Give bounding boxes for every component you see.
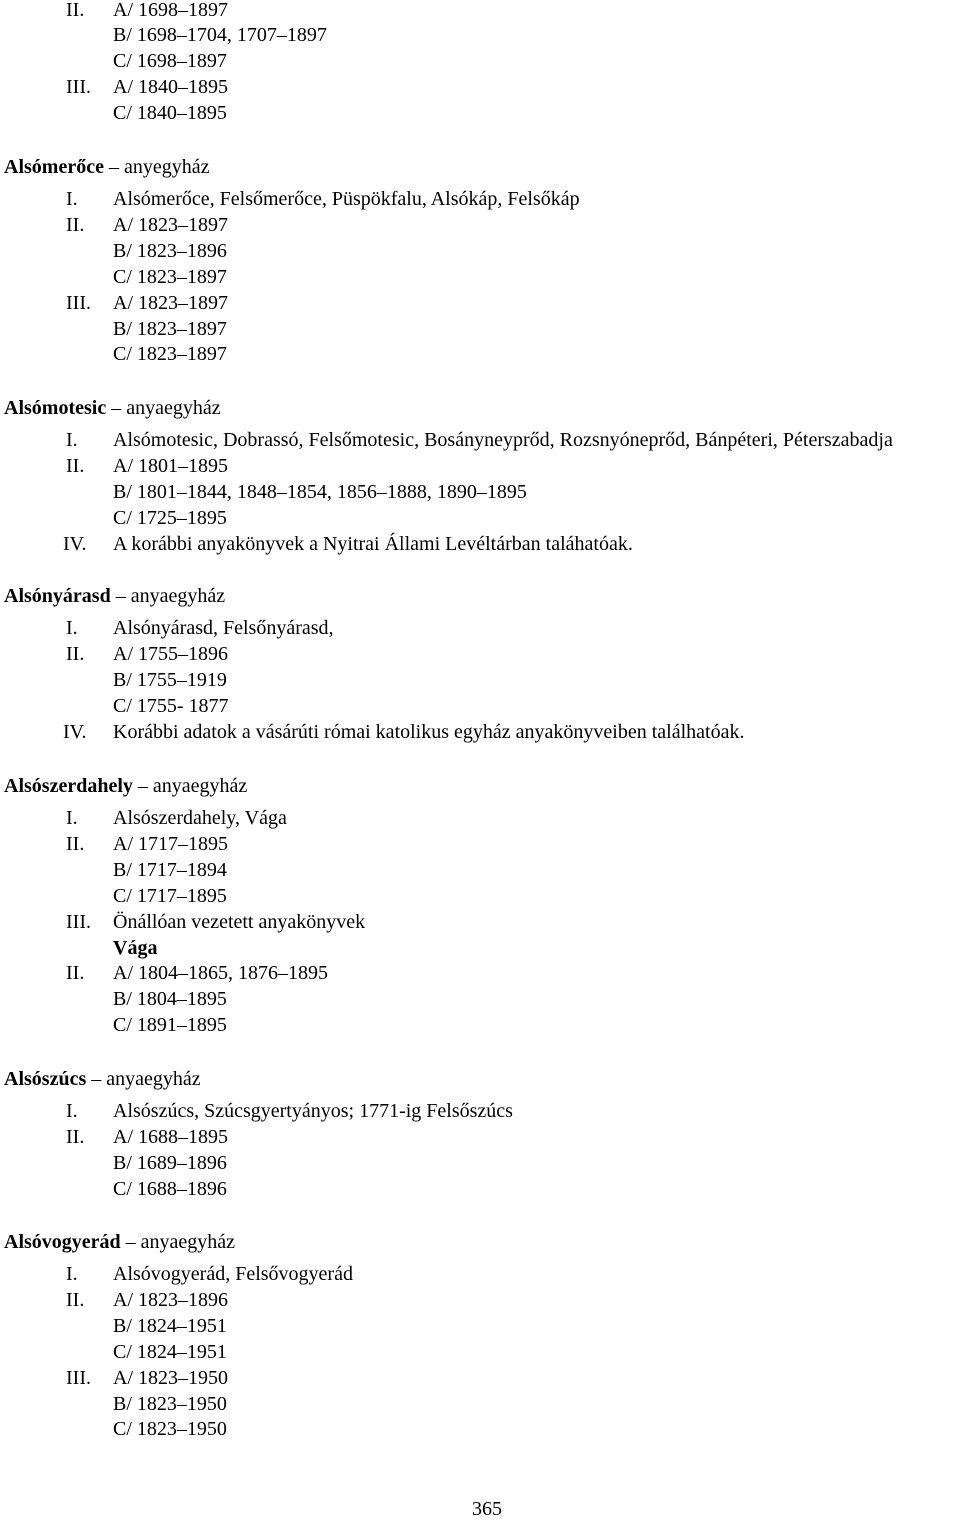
parish-heading — [4, 584, 225, 608]
parish-type: – anyaegyház — [125, 1231, 236, 1253]
parish-name: Alsónyárasd — [4, 585, 111, 607]
record-line: A/ 1823–1897 — [113, 292, 228, 314]
record-line: C/ 1823–1950 — [113, 1418, 227, 1440]
record-line: C/ 1891–1895 — [113, 1014, 227, 1036]
record-line: A/ 1755–1896 — [113, 643, 228, 665]
roman-numeral: II. — [66, 643, 85, 665]
roman-numeral: II. — [66, 455, 85, 477]
record-line: C/ 1823–1897 — [113, 266, 227, 288]
record-line: B/ 1804–1895 — [113, 988, 227, 1010]
record-line: B/ 1755–1919 — [113, 669, 227, 691]
record-line: B/ 1823–1897 — [113, 318, 227, 340]
record-line: B/ 1689–1896 — [113, 1152, 227, 1174]
roman-numeral: II. — [66, 0, 85, 21]
record-line: C/ 1755- 1877 — [113, 695, 229, 717]
record-line: Vága — [113, 937, 158, 959]
record-line: C/ 1698–1897 — [113, 50, 227, 72]
record-line: C/ 1840–1895 — [113, 102, 227, 124]
record-line: A/ 1804–1865, 1876–1895 — [113, 962, 328, 984]
record-line: A/ 1823–1897 — [113, 214, 228, 236]
record-line: A/ 1823–1950 — [113, 1367, 228, 1389]
record-line: C/ 1725–1895 — [113, 507, 227, 529]
record-line: B/ 1698–1704, 1707–1897 — [113, 24, 327, 46]
record-line: B/ 1823–1950 — [113, 1393, 227, 1415]
record-line: A/ 1840–1895 — [113, 76, 228, 98]
record-line: Önállóan vezetett anyakönyvek — [113, 911, 366, 933]
parish-name: Alsómerőce — [4, 156, 104, 178]
parish-heading — [4, 1067, 201, 1091]
roman-numeral: III. — [66, 1367, 91, 1389]
parish-type: – anyaegyház — [91, 1068, 201, 1090]
parish-heading — [4, 396, 221, 420]
record-line: B/ 1824–1951 — [113, 1315, 227, 1337]
roman-numeral: II. — [66, 962, 85, 984]
record-line: C/ 1823–1897 — [113, 343, 227, 365]
roman-numeral: I. — [66, 807, 78, 829]
record-line: Korábbi adatok a vásárúti római katolikus egyház anyakönyveiben találhatóak. — [113, 721, 745, 743]
roman-numeral: I. — [66, 188, 78, 210]
roman-numeral: III. — [66, 76, 91, 98]
record-line: B/ 1801–1844, 1848–1854, 1856–1888, 1890–1895 — [113, 481, 527, 503]
record-line: A korábbi anyakönyvek a Nyitrai Állami Levéltárban taláhatóak. — [113, 533, 633, 555]
record-line: Alsószerdahely, Vága — [113, 807, 287, 829]
roman-numeral: IV. — [63, 533, 87, 555]
parish-heading — [4, 1230, 235, 1254]
roman-numeral: I. — [66, 617, 78, 639]
parish-name: Alsószerdahely — [4, 775, 133, 797]
parish-heading — [4, 155, 209, 179]
parish-type: – anyaegyház — [137, 775, 248, 797]
record-line: A/ 1801–1895 — [113, 455, 228, 477]
parish-name: Alsóvogyerád — [4, 1231, 121, 1253]
roman-numeral: I. — [66, 429, 78, 451]
parish-name: Alsószúcs — [4, 1068, 87, 1090]
roman-numeral: II. — [66, 1289, 85, 1311]
roman-numeral: I. — [66, 1263, 78, 1285]
roman-numeral: III. — [66, 292, 91, 314]
record-line: C/ 1824–1951 — [113, 1341, 227, 1363]
record-line: A/ 1717–1895 — [113, 833, 228, 855]
record-line: C/ 1688–1896 — [113, 1178, 227, 1200]
roman-numeral: I. — [66, 1100, 78, 1122]
record-line: B/ 1717–1894 — [113, 859, 227, 881]
record-line: A/ 1823–1896 — [113, 1289, 228, 1311]
parish-type: – anyaegyház — [111, 397, 221, 419]
record-line: Alsóvogyerád, Felsővogyerád — [113, 1263, 353, 1285]
record-line: Alsómotesic, Dobrassó, Felsőmotesic, Bosányneyprőd, Rozsnyóneprőd, Bánpéteri, Péterszabadja — [113, 429, 893, 451]
record-line: C/ 1717–1895 — [113, 885, 227, 907]
roman-numeral: II. — [66, 214, 85, 236]
record-line: B/ 1823–1896 — [113, 240, 227, 262]
roman-numeral: II. — [66, 833, 85, 855]
record-line: Alsószúcs, Szúcsgyertyányos; 1771-ig Felsőszúcs — [113, 1100, 513, 1122]
record-line: Alsómerőce, Felsőmerőce, Püspökfalu, Alsókáp, Felsőkáp — [113, 188, 580, 210]
record-line: A/ 1698–1897 — [113, 0, 228, 21]
parish-heading — [4, 774, 247, 798]
parish-type: – anyaegyház — [115, 585, 226, 607]
parish-name: Alsómotesic — [4, 397, 107, 419]
roman-numeral: II. — [66, 1126, 85, 1148]
page-number: 365 — [472, 1498, 502, 1520]
parish-type: – anyegyház — [108, 156, 210, 178]
roman-numeral: III. — [66, 911, 91, 933]
record-line: A/ 1688–1895 — [113, 1126, 228, 1148]
record-line: Alsónyárasd, Felsőnyárasd, — [113, 617, 334, 639]
roman-numeral: IV. — [63, 721, 87, 743]
